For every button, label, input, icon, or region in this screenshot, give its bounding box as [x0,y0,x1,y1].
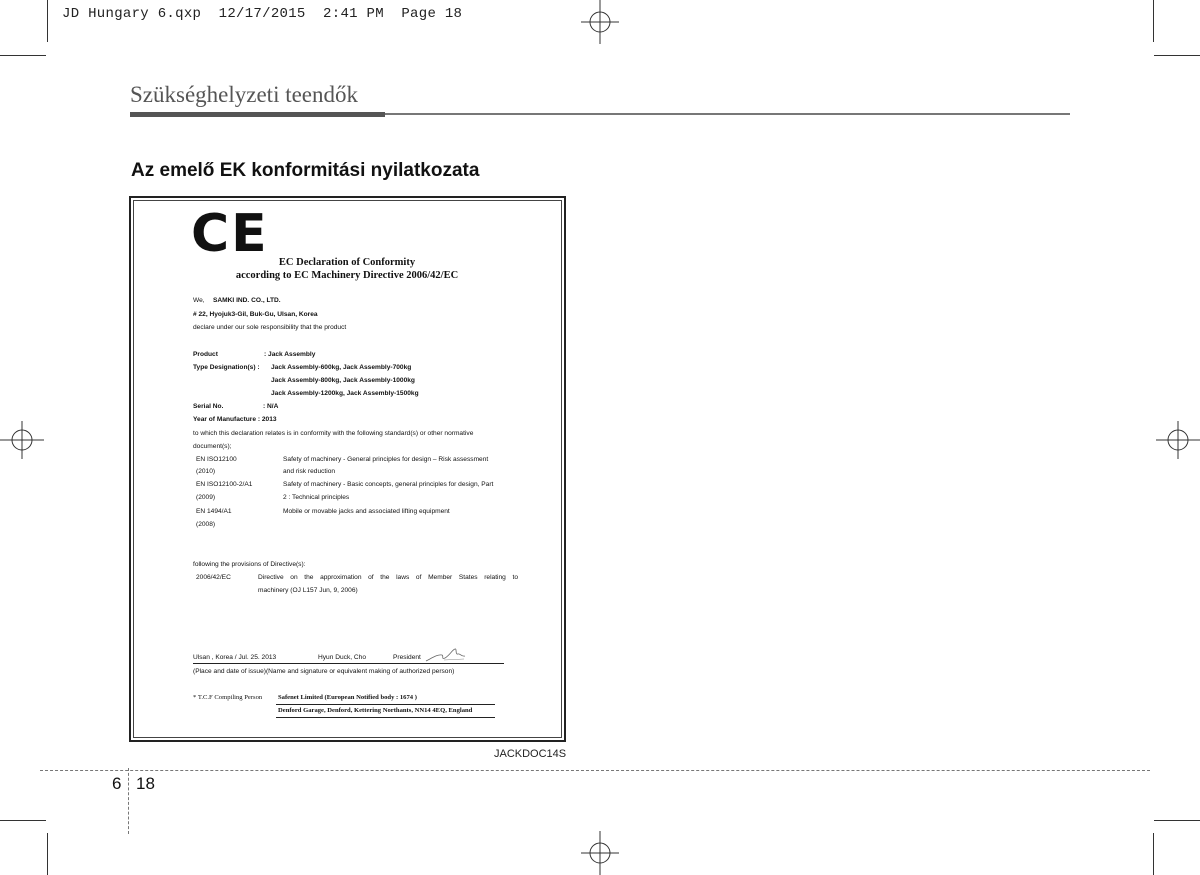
declare-text: declare under our sole responsibility that the product [193,324,347,331]
signature-underline [193,663,504,664]
crop-mark-top-left-horizontal [0,55,46,56]
standard-desc-cont: and risk reduction [283,468,336,475]
tcf-label: * T.C.F Compiling Person [193,694,263,701]
serial-value: : N/A [263,403,279,410]
directive-desc-cont: machinery (OJ L157 Jun, 9, 2006) [258,587,358,594]
signatory-title: President [393,654,421,661]
header-rule-thick [130,112,385,117]
directive-code: 2006/42/EC [196,574,231,581]
tcf-name: Safenet Limited (European Notified body : 1674 ) [278,694,417,701]
footer-divider [128,768,129,834]
crop-mark-bottom-left-vertical [47,833,48,875]
signature-scribble-icon [424,646,468,664]
sign-place-date: Ulsan , Korea / Jul. 25. 2013 [193,654,277,661]
standard-year: (2008) [196,521,216,528]
year-of-manufacture: Year of Manufacture : 2013 [193,416,277,423]
header-rule-thin [385,113,1070,115]
type-designation-line: Jack Assembly-800kg, Jack Assembly-1000kg [271,377,415,384]
print-slug: JD Hungary 6.qxp 12/17/2015 2:41 PM Page 18 [62,6,463,22]
signatory-name: Hyun Duck, Cho [318,654,367,661]
page-heading: Az emelő EK konformitási nyilatkozata [131,160,480,181]
signature-caption: (Place and date of issue)(Name and signature or equivalent making of authorized person) [193,668,455,675]
crop-mark-top-right-horizontal [1154,55,1200,56]
crop-mark-top-right-vertical [1153,0,1154,42]
serial-label: Serial No. [193,403,224,410]
standard-desc-cont: 2 : Technical principles [283,494,350,501]
certificate-subtitle: according to EC Machinery Directive 2006/42/EC [235,270,459,281]
standard-code: EN 1494/A1 [196,508,232,515]
we-label: We, [193,297,205,304]
section-title: Szükséghelyzeti teendők [130,82,359,107]
ce-mark-logo: CE [191,204,269,264]
tcf-address: Denford Garage, Denford, Kettering Northants, NN14 4EQ, England [278,707,473,714]
crop-mark-top-left-vertical [47,0,48,42]
type-designation-line: Jack Assembly-600kg, Jack Assembly-700kg [271,364,412,371]
product-label: Product [193,351,218,358]
footer-rule [40,770,1150,771]
registration-mark-left-icon [0,415,44,465]
provisions-label: following the provisions of Directive(s): [193,561,306,568]
registration-mark-bottom-icon [575,831,625,875]
product-value: : Jack Assembly [264,351,316,358]
standard-code: EN ISO12100-2/A1 [196,481,253,488]
company-name: SAMKI IND. CO., LTD. [213,297,281,304]
tcf-address-underline [276,717,495,718]
standard-desc: Safety of machinery - Basic concepts, general principles for design, Part [283,481,494,488]
standard-year: (2009) [196,494,216,501]
crop-mark-bottom-right-horizontal [1154,820,1200,821]
certificate-title: EC Declaration of Conformity [278,257,416,268]
page-number: 18 [136,774,155,793]
conformity-text-cont: document(s); [193,443,232,450]
chapter-number: 6 [112,774,122,793]
registration-mark-right-icon [1156,415,1200,465]
standard-year: (2010) [196,468,216,475]
standard-code: EN ISO12100 [196,456,237,463]
standard-desc: Mobile or movable jacks and associated lifting equipment [283,508,450,515]
standard-desc: Safety of machinery - General principles for design – Risk assessment [283,456,489,463]
conformity-text: to which this declaration relates is in conformity with the following standard(s) or other normative [193,430,474,437]
directive-desc: Directive on the approximation of the laws of Member States relating to [258,574,518,581]
type-designation-line: Jack Assembly-1200kg, Jack Assembly-1500kg [271,390,419,397]
crop-mark-bottom-left-horizontal [0,820,46,821]
registration-mark-top-icon [575,0,625,44]
type-designation-label: Type Designation(s) : [193,364,260,371]
tcf-name-underline [276,704,495,705]
crop-mark-bottom-right-vertical [1153,833,1154,875]
document-reference: JACKDOC14S [494,748,567,760]
company-address: # 22, Hyojuk3-Gil, Buk-Gu, Ulsan, Korea [193,311,318,318]
